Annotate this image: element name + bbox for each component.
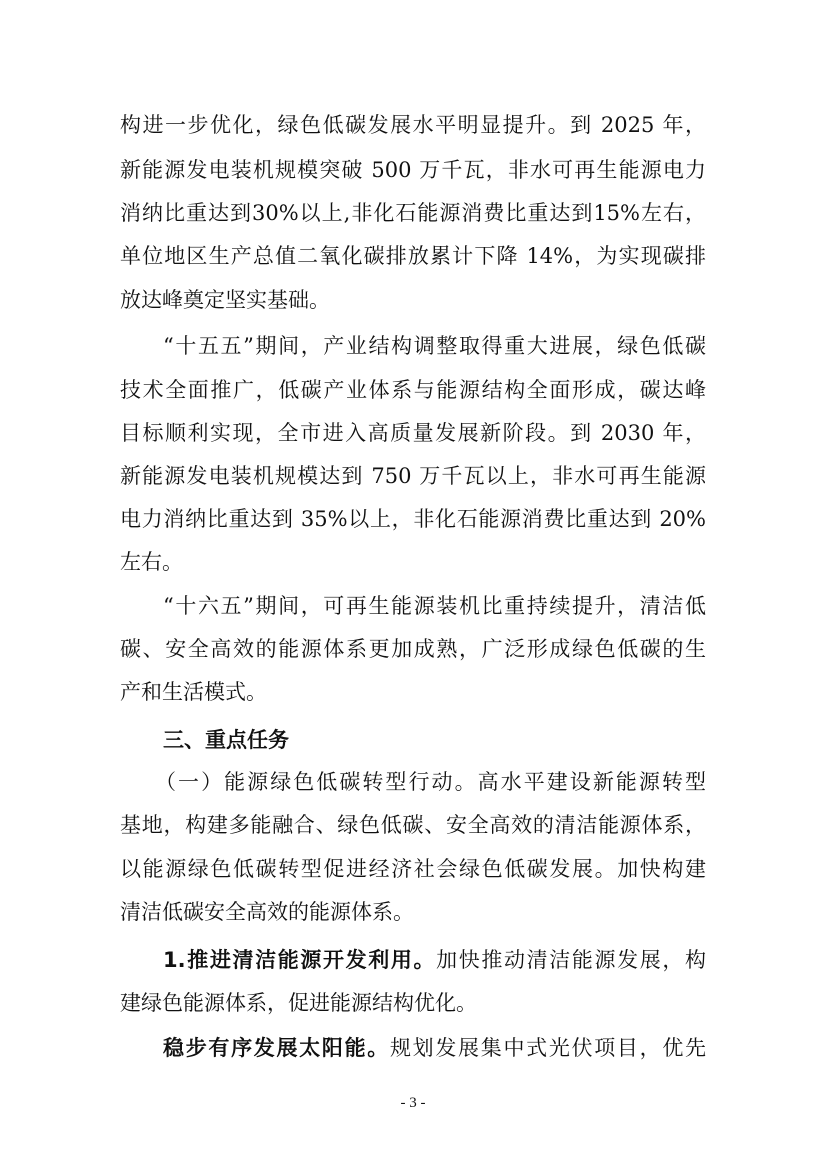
text-line: 产和生活模式。 [120, 680, 267, 704]
text-line: （一）能源绿色低碳转型行动。高水平建设新能源转型 [155, 770, 706, 794]
text-line: 碳、安全高效的能源体系更加成熟，广泛形成绿色低碳的生 [120, 637, 706, 661]
text-line: 放达峰奠定坚实基础。 [120, 288, 330, 312]
text-segment: 规划发展集中式光伏项目，优先 [389, 1036, 707, 1060]
text-line [163, 945, 706, 975]
section-heading: 三、重点任务 [163, 728, 289, 752]
bold-lead: 1.推进清洁能源开发利用。 [163, 948, 437, 972]
text-line: 消纳比重达到30%以上,非化石能源消费比重达到15%左右， [120, 201, 706, 225]
text-line: 技术全面推广，低碳产业体系与能源结构全面形成，碳达峰 [120, 378, 706, 402]
text-line: “十五五”期间，产业结构调整取得重大进展，绿色低碳 [163, 334, 706, 358]
page-number: - 3 - [400, 1095, 426, 1111]
text-line: 基地，构建多能融合、绿色低碳、安全高效的清洁能源体系， [120, 813, 706, 837]
text-segment: 加快推动清洁能源发展，构 [436, 948, 706, 972]
text-line: 以能源绿色低碳转型促进经济社会绿色低碳发展。加快构建 [120, 857, 706, 881]
text-line: 新能源发电装机规模达到 750 万千瓦以上，非水可再生能源 [120, 464, 706, 488]
text-line: 目标顺利实现，全市进入高质量发展新阶段。到 2030 年， [120, 421, 706, 445]
text-line: 电力消纳比重达到 35%以上，非化石能源消费比重达到 20% [120, 507, 706, 531]
bold-lead: 稳步有序发展太阳能。 [163, 1036, 390, 1060]
text-line: 构进一步优化，绿色低碳发展水平明显提升。到 2025 年， [120, 113, 706, 137]
text-line: 左右。 [120, 550, 183, 574]
text-line: “十六五”期间，可再生能源装机比重持续提升，清洁低 [163, 594, 706, 618]
text-line: 清洁低碳安全高效的能源体系。 [120, 900, 414, 924]
text-line: 单位地区生产总值二氧化碳排放累计下降 14%，为实现碳排 [120, 244, 706, 268]
text-line [163, 1033, 706, 1063]
text-line: 新能源发电装机规模突破 500 万千瓦，非水可再生能源电力 [120, 158, 706, 182]
text-line: 建绿色能源体系，促进能源结构优化。 [120, 991, 477, 1015]
